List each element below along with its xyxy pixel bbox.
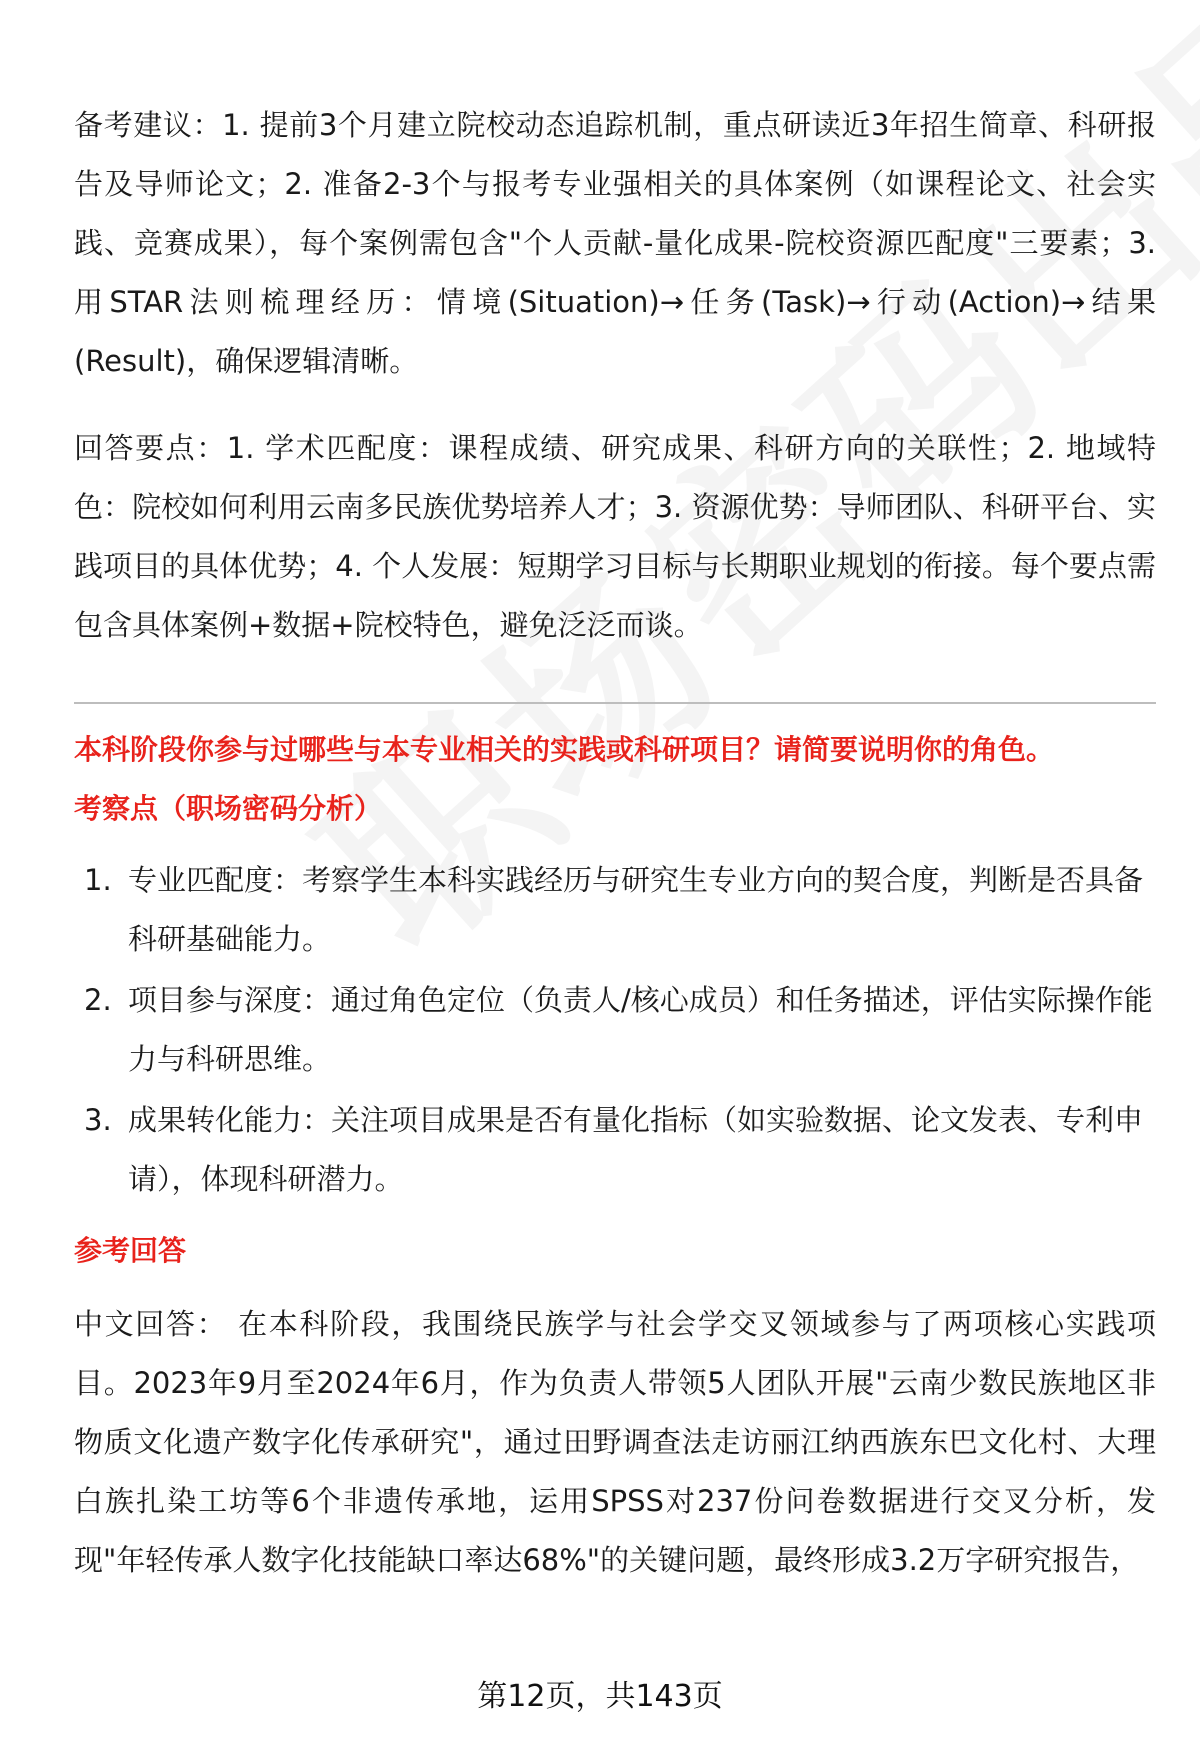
- section-divider: [74, 702, 1156, 704]
- focus-item-text: 项目参与深度：通过角色定位（负责人/核心成员）和任务描述，评估实际操作能力与科研思维。: [128, 983, 1153, 1076]
- focus-item-number: 2.: [84, 983, 112, 1017]
- focus-item-number: 1.: [84, 863, 112, 897]
- focus-item-text: 专业匹配度：考察学生本科实践经历与研究生专业方向的契合度，判断是否具备科研基础能力。: [128, 863, 1144, 956]
- focus-list: [74, 851, 1156, 1209]
- prep-advice-paragraph: 备考建议：1. 提前3个月建立院校动态追踪机制，重点研读近3年招生简章、科研报告及导师论文；2. 准备2-3个与报考专业强相关的具体案例（如课程论文、社会实践、竞赛成果），每个案例需包含"个人贡献-量化成果-院校资源匹配度"三要素；3. 用STAR法则梳理经历：情境(Situation)→任务(Task)→行动(Action)→结果(Result)，确保逻辑清晰。: [74, 108, 1156, 378]
- focus-item: [74, 971, 1156, 1089]
- focus-heading: 考察点（职场密码分析）: [74, 792, 383, 825]
- focus-item: [74, 1091, 1156, 1209]
- answer-points-paragraph: 回答要点：1. 学术匹配度：课程成绩、研究成果、科研方向的关联性；2. 地域特色：院校如何利用云南多民族优势培养人才；3. 资源优势：导师团队、科研平台、实践项目的具体优势；4. 个人发展：短期学习目标与长期职业规划的衔接。每个要点需包含具体案例+数据+院校特色，避免泛泛而谈。: [74, 431, 1156, 642]
- page-number-footer: 第12页，共143页: [477, 1679, 723, 1714]
- focus-item-text: 成果转化能力：关注项目成果是否有量化指标（如实验数据、论文发表、专利申请），体现科研潜力。: [128, 1103, 1144, 1196]
- reference-answer-paragraph: 中文回答： 在本科阶段，我围绕民族学与社会学交叉领域参与了两项核心实践项目。2023年9月至2024年6月，作为负责人带领5人团队开展"云南少数民族地区非物质文化遗产数字化传承研究"，通过田野调查法走访丽江纳西族东巴文化村、大理白族扎染工坊等6个非遗传承地，运用SPSS对237份问卷数据进行交叉分析，发现"年轻传承人数字化技能缺口率达68%"的关键问题，最终形成3.2万字研究报告，: [74, 1307, 1156, 1577]
- page-content: [74, 96, 1156, 1590]
- interview-question: 本科阶段你参与过哪些与本专业相关的实践或科研项目？请简要说明你的角色。: [74, 733, 1055, 766]
- reference-answer-heading: 参考回答: [74, 1234, 187, 1267]
- focus-item-number: 3.: [84, 1103, 112, 1137]
- focus-item: [74, 851, 1156, 969]
